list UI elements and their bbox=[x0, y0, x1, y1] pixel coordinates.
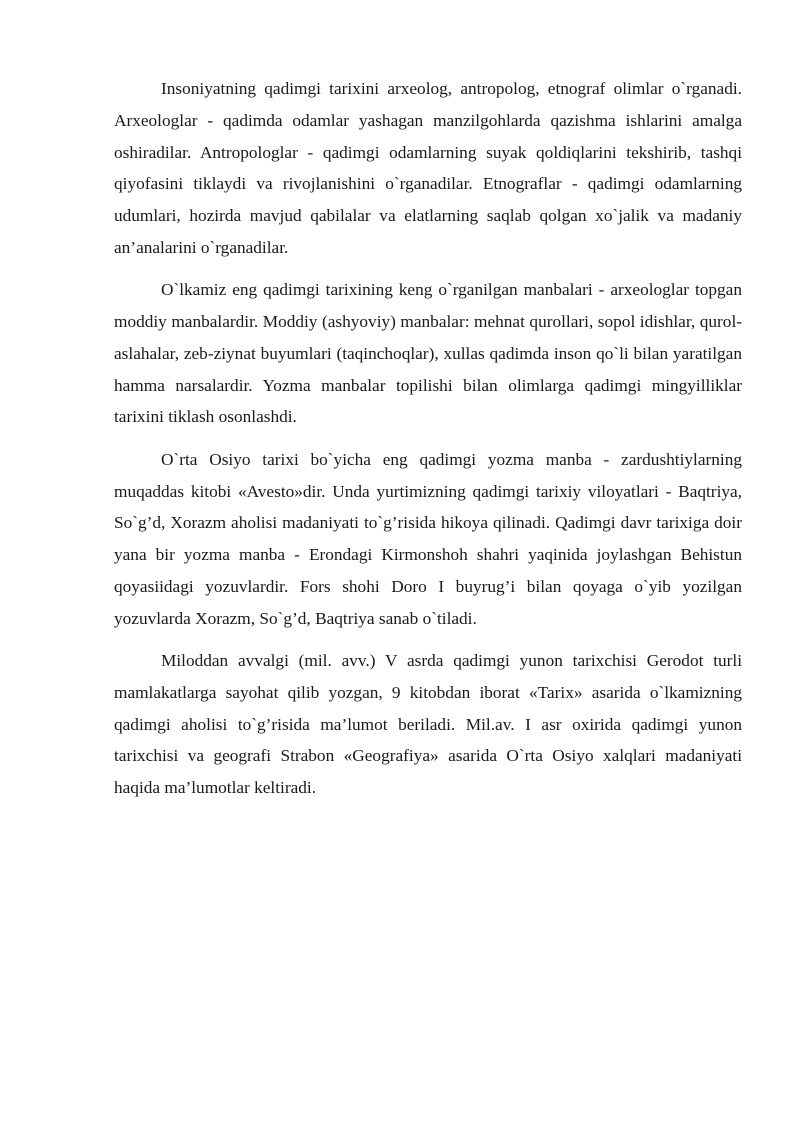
paragraph-1: Insoniyatning qadimgi tarixini arxeolog, antropolog, etnograf olimlar o`rganadi. Arxeologlar - qadimda odamlar yashagan manzilgohlarda qazishma ishlarini amalga oshiradilar. Antropologlar - qadimgi odamlarning suyak qoldiqlarini tekshirib, tashqi qiyofasini tiklaydi va rivojlanishini o`rganadilar. Etnograflar - qadimgi odamlarning udumlari, hozirda mavjud qabilalar va elatlarning saqlab qolgan xo`jalik va madaniy an’analarini o`rganadilar. bbox=[114, 79, 742, 257]
paragraph-2: O`lkamiz eng qadimgi tarixining keng o`rganilgan manbalari - arxeologlar topgan moddiy manbalardir. Moddiy (ashyoviy) manbalar: mehnat qurollari, sopol idishlar, qurol-aslahalar, zeb-ziynat buyumlari (taqinchoqlar), xullas qadimda inson qo`li bilan yaratilgan hamma narsalardir. Yozma manbalar topilishi bilan olimlarga qadimgi mingyilliklar tarixini tiklash osonlashdi. bbox=[114, 280, 742, 427]
paragraph-3: O`rta Osiyo tarixi bo`yicha eng qadimgi yozma manba - zardushtiylarning muqaddas kitobi «Avesto»dir. Unda yurtimizning qadimgi tarixiy viloyatlari - Baqtriya, So`g’d, Xorazm aholisi madaniyati to`g’risida hikoya qilinadi. Qadimgi davr tarixiga doir yana bir yozma manba - Erondagi Kirmonshoh shahri yaqinida joylashgan Behistun qoyasiidagi yozuvlardir. Fors shohi Doro I buyrug’i bilan qoyaga o`yib yozilgan yozuvlarda Xorazm, So`g’d, Baqtriya sanab o`tiladi. bbox=[114, 449, 742, 628]
document-body bbox=[114, 73, 742, 815]
paragraph-4: Miloddan avvalgi (mil. avv.) V asrda qadimgi yunon tarixchisi Gerodot turli mamlakatlarga sayohat qilib yozgan, 9 kitobdan iborat «Tarix» asarida o`lkamizning qadimgi aholisi to`g’risida ma’lumot beriladi. Mil.av. I asr oxirida qadimgi yunon tarixchisi va geografi Strabon «Geografiya» asarida O`rta Osiyo xalqlari madaniyati haqida ma’lumotlar keltiradi. bbox=[114, 651, 742, 798]
